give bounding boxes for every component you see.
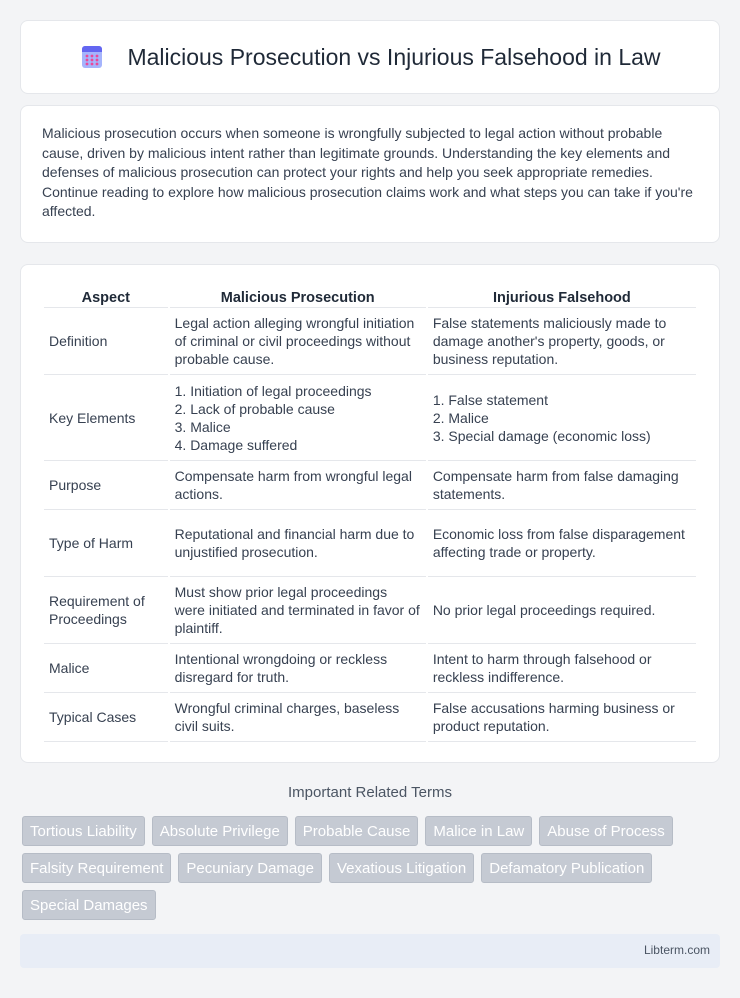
cell-malicious-prosecution: [170, 577, 426, 644]
cell-malicious-prosecution: [170, 375, 426, 461]
cell-line: 1. Initiation of legal proceedings: [174, 382, 372, 399]
comparison-table-card: [20, 264, 720, 763]
table-row: [44, 308, 696, 375]
related-term-tag[interactable]: Absolute Privilege: [152, 816, 288, 846]
cell-injurious-falsehood: [428, 461, 696, 510]
cell-aspect: Type of Harm: [44, 510, 168, 577]
cell-injurious-falsehood: [428, 308, 696, 375]
header-card: [20, 20, 720, 94]
page-title: Malicious Prosecution vs Injurious Falsehood in Law: [127, 43, 661, 70]
cell-injurious-falsehood: [428, 375, 696, 461]
cell-malicious-prosecution: [170, 308, 426, 375]
cell-injurious-falsehood: [428, 577, 696, 644]
related-term-tag[interactable]: Abuse of Process: [539, 816, 673, 846]
cell-malicious-prosecution: [170, 693, 426, 742]
related-term-tag[interactable]: Tortious Liability: [22, 816, 145, 846]
cell-line: Intent to harm through falsehood or reckless indifference.: [432, 651, 652, 685]
related-terms-title: Important Related Terms: [288, 784, 452, 801]
table-row: [44, 375, 696, 461]
related-term-tag[interactable]: Malice in Law: [425, 816, 532, 846]
cell-line: Wrongful criminal charges, baseless civil suits.: [174, 700, 400, 734]
related-term-tag[interactable]: Probable Cause: [295, 816, 419, 846]
table-row: [44, 577, 696, 644]
cell-aspect: Definition: [44, 308, 168, 375]
header-malicious-prosecution: Malicious Prosecution: [170, 286, 426, 308]
cell-line: 4. Damage suffered: [174, 436, 298, 453]
intro-card: [20, 105, 720, 243]
cell-injurious-falsehood: [428, 644, 696, 693]
cell-line: False statements maliciously made to damage another's property, goods, or business reputation.: [432, 315, 667, 367]
cell-line: 1. False statement: [432, 391, 548, 408]
related-term-tag[interactable]: Falsity Requirement: [22, 853, 171, 883]
comparison-table: [42, 286, 698, 742]
related-term-tag[interactable]: Pecuniary Damage: [178, 853, 322, 883]
cell-injurious-falsehood: [428, 693, 696, 742]
intro-text: Malicious prosecution occurs when someone is wrongfully subjected to legal action without probable cause, driven by malicious intent rather than legitimate grounds. Understanding the key elements and defenses of malicious prosecution can protect your rights and help you seek appropriate remedies. Continue reading to explore how malicious prosecution claims work and what steps you can take if you're affected.: [42, 125, 693, 220]
cell-injurious-falsehood: [428, 510, 696, 577]
cell-line: False accusations harming business or product reputation.: [432, 700, 675, 734]
cell-aspect: Typical Cases: [44, 693, 168, 742]
cell-line: Legal action alleging wrongful initiation of criminal or civil proceedings without probable cause.: [174, 315, 415, 367]
cell-line: Reputational and financial harm due to unjustified prosecution.: [174, 526, 415, 560]
related-terms-list: [22, 816, 722, 920]
cell-line: Compensate harm from wrongful legal actions.: [174, 468, 412, 502]
cell-aspect: Malice: [44, 644, 168, 693]
cell-aspect: Purpose: [44, 461, 168, 510]
footer: [20, 934, 720, 968]
table-row: [44, 693, 696, 742]
document-grid-icon: [79, 44, 105, 70]
cell-aspect: Key Elements: [44, 375, 168, 461]
cell-aspect: Requirement of Proceedings: [44, 577, 168, 644]
cell-malicious-prosecution: [170, 510, 426, 577]
related-term-tag[interactable]: Defamatory Publication: [481, 853, 652, 883]
cell-line: 2. Malice: [432, 409, 489, 426]
cell-line: 2. Lack of probable cause: [174, 400, 335, 417]
table-header-row: [44, 286, 696, 308]
header-aspect: Aspect: [44, 286, 168, 308]
cell-line: No prior legal proceedings required.: [432, 602, 656, 618]
cell-line: Must show prior legal proceedings were initiated and terminated in favor of plaintiff.: [174, 584, 420, 636]
cell-malicious-prosecution: [170, 461, 426, 510]
cell-line: Economic loss from false disparagement affecting trade or property.: [432, 526, 685, 560]
footer-brand[interactable]: Libterm.com: [643, 943, 710, 957]
table-row: [44, 461, 696, 510]
related-term-tag[interactable]: Special Damages: [22, 890, 156, 920]
table-row: [44, 510, 696, 577]
related-term-tag[interactable]: Vexatious Litigation: [329, 853, 474, 883]
table-row: [44, 644, 696, 693]
cell-malicious-prosecution: [170, 644, 426, 693]
cell-line: Compensate harm from false damaging statements.: [432, 468, 679, 502]
cell-line: Intentional wrongdoing or reckless disregard for truth.: [174, 651, 388, 685]
cell-line: 3. Malice: [174, 418, 231, 435]
cell-line: 3. Special damage (economic loss): [432, 427, 651, 444]
header-injurious-falsehood: Injurious Falsehood: [428, 286, 696, 308]
